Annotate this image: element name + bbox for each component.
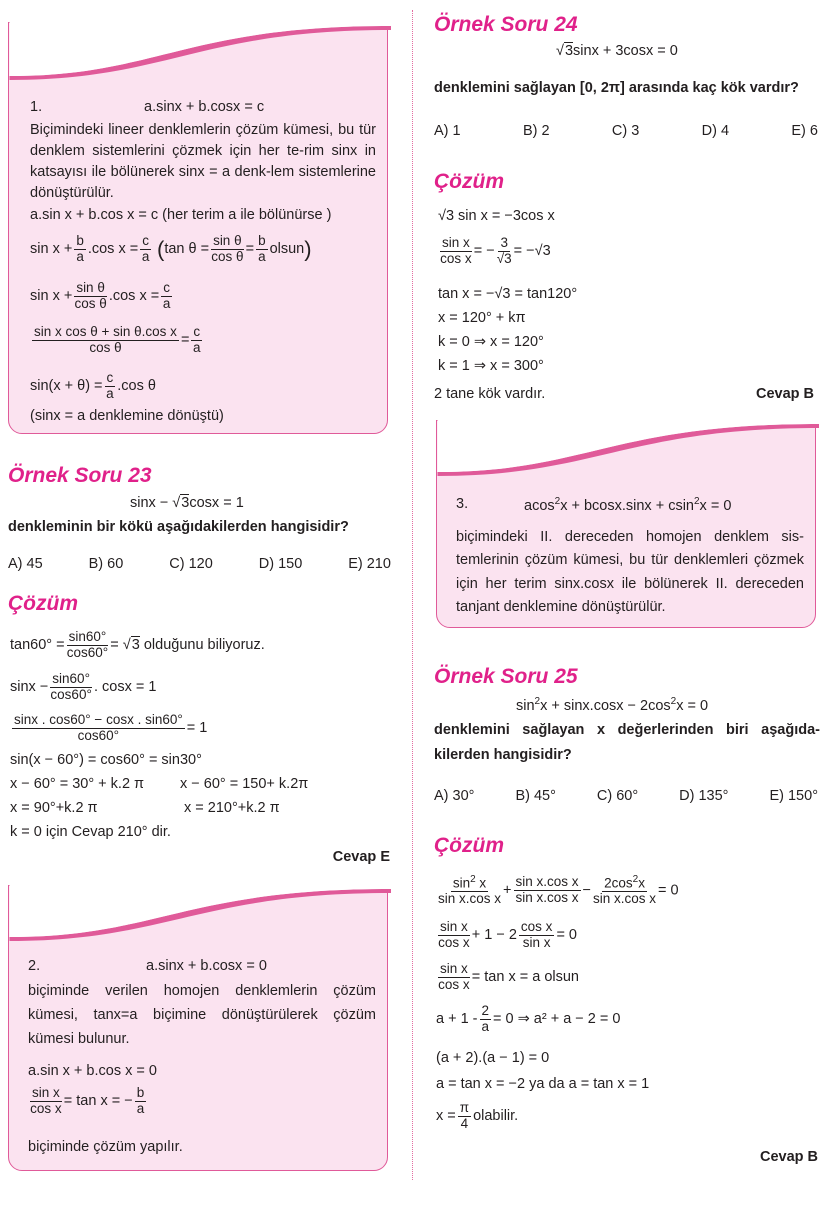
box1-number: 1. <box>30 99 43 115</box>
q25-solution-title: Çözüm <box>434 834 504 857</box>
q23-step7: k = 0 için Cevap 210° dir. <box>10 824 171 840</box>
q24-step1: √3 sin x = −3cos x <box>438 208 555 224</box>
q23-title: Örnek Soru 23 <box>8 464 152 487</box>
q23-option-a: A) 45 <box>8 556 43 572</box>
q25-title: Örnek Soru 25 <box>434 665 578 688</box>
q24-option-a: A) 1 <box>434 123 461 139</box>
q25-step1: $\frac{\sin^2 x}{\text{sin x.cos x}}$ + $\frac{\text{sin x.cos x}}{\text{sin x.cos x}}$ − $\frac{2\cos^2x}{\text{sin x.cos x}}$ = 0 <box>438 874 679 907</box>
q25-step7: x = $\frac{\pi}{4}$ olabilir. <box>436 1100 519 1131</box>
q24-step7: 2 tane kök vardır. <box>434 386 546 402</box>
q24-option-e: E) 6 <box>791 123 818 139</box>
box2-text: biçiminde verilen homojen denklemlerin çözüm kümesi, tanx=a biçimine dönüştürülerek çözüm kümesi bulunur. <box>28 983 376 1047</box>
q23-equation: sinx − √3cosx = 1 <box>130 495 244 511</box>
q24-step6: k = 1 ⇒ x = 300° <box>438 358 544 374</box>
q25-option-d: D) 135° <box>679 788 729 804</box>
q25-equation: $\sin^2x + \sin x.\cos x - 2\cos^2x = 0$ <box>516 696 709 714</box>
box1-line6: (sinx = a denklemine dönüştü) <box>30 408 224 424</box>
q24-question: denklemini sağlayan [0, 2π] arasında kaç kök vardır? <box>434 80 799 96</box>
q24-step3: tan x = −√3 = tan120° <box>438 286 578 302</box>
q24-step2: $\frac{\text{sin x}}{\text{cos x}}$ = − $\frac{3}{√3}$ = −√3 <box>440 235 551 266</box>
box3-text: biçimindeki II. dereceden homojen denklem sis-temlerinin çözüm kümesi, bu tür denklemleri çözmek için her terim sinx.cosx ile bölünerek II. dereceden tanjant denklemine dönüştürülür. <box>456 529 804 616</box>
q24-equation: √3sinx + 3cosx = 0 <box>556 43 678 59</box>
q24-option-b: B) 2 <box>522 123 550 139</box>
q25-option-b: B) 45° <box>515 788 556 804</box>
q25-option-c: C) 60° <box>596 788 639 804</box>
box1-line1: a.sin x + b.cos x = c (her terim a ile bölünürse ) <box>30 207 332 223</box>
box2-number: 2. <box>28 958 41 974</box>
q25-step3: $\frac{\text{sin x}}{\text{cos x}}$ = tan x = a olsun <box>438 961 579 992</box>
box2-line1: a.sin x + b.cos x = 0 <box>28 1063 157 1079</box>
box1-equation: a.sinx + b.cosx = c <box>144 99 265 115</box>
q23-solution-title: Çözüm <box>8 592 78 615</box>
box3-number: 3. <box>456 496 469 512</box>
q25-answer: Cevap B <box>759 1149 818 1165</box>
q25-options <box>434 788 818 804</box>
box2-line3: biçiminde çözüm yapılır. <box>28 1139 183 1155</box>
q23-option-e: E) 210 <box>348 556 391 572</box>
q25-option-a: A) 30° <box>434 788 475 804</box>
box1-line3: sin x + $\frac{\text{sin θ}}{\text{cos θ}}$ .cos x = $\frac{c}{a}$ <box>30 280 171 311</box>
box1-line4: $\frac{\text{sin x cos θ + sin θ.cos x}}{\text{cos θ}}$ = $\frac{c}{a}$ <box>34 324 201 355</box>
q25-step5: (a + 2).(a − 1) = 0 <box>436 1050 550 1066</box>
box1-text: Biçimindeki lineer denklemlerin çözüm kümesi, bu tür denklem sistemlerini çözmek için her te-rim sinx in katsayısı ile bölünerek sinx = a denk-lem sistemlerine dönüştürülür. <box>30 122 376 202</box>
q23-step5a: x − 60° = 30° + k.2 π <box>10 776 145 792</box>
q23-question: denkleminin bir kökü aşağıdakilerden hangisidir? <box>8 519 349 535</box>
q24-option-d: D) 4 <box>701 123 730 139</box>
q23-step4: sin(x − 60°) = cos60° = sin30° <box>10 752 202 768</box>
q25-question: denklemini sağlayan x değerlerinden biri aşağıda-kilerden hangisidir? <box>434 722 820 763</box>
column-divider <box>412 10 413 1180</box>
box1-line5: sin(x + θ) = $\frac{c}{a}$ .cos θ <box>30 370 156 401</box>
q25-step4: a + 1 - $\frac{2}{a}$ = 0 ⇒ a² + a − 2 = 0 <box>436 1003 621 1034</box>
q24-options <box>434 123 818 139</box>
q24-step4: x = 120° + kπ <box>438 310 526 326</box>
box2-equation: a.sinx + b.cosx = 0 <box>146 958 267 974</box>
q24-option-c: C) 3 <box>611 123 640 139</box>
q25-step6: a = tan x = −2 ya da a = tan x = 1 <box>436 1076 650 1092</box>
q23-step3: $\frac{\sin x . \cos 60^\circ - \cos x . \sin 60^\circ}{\cos 60^\circ}$ = 1 <box>14 712 208 743</box>
q25-option-e: E) 150° <box>769 788 818 804</box>
q23-answer: Cevap E <box>332 849 390 865</box>
q23-option-b: B) 60 <box>88 556 124 572</box>
q24-step5: k = 0 ⇒ x = 120° <box>438 334 544 350</box>
q24-solution-title: Çözüm <box>434 170 504 193</box>
q23-step2: sinx − $\frac{\sin 60^\circ}{\cos 60^\circ}$ . cosx = 1 <box>10 671 157 702</box>
box1-line2: sin x + $\frac{b}{a}$ .cos x = $\frac{c}{a}$ (tan θ = $\frac{\text{sin θ}}{\text{cos θ}}$ = $\frac{b}{a}$ olsun) <box>30 233 312 264</box>
q23-step6b: x = 210°+k.2 π <box>184 800 280 816</box>
q23-step6a: x = 90°+k.2 π <box>10 800 98 816</box>
q24-title: Örnek Soru 24 <box>434 13 578 36</box>
q23-step1: tan60° = $\frac{\sin 60^\circ}{\cos 60^\circ}$ = √3 olduğunu biliyoruz. <box>10 629 265 660</box>
box-wave-header <box>8 885 391 940</box>
box3-equation: acos$^2$x + bcosx.sinx + csin$^2$x = 0 <box>524 496 732 514</box>
q23-options <box>8 556 391 572</box>
box2-line2: $\frac{\text{sin x}}{\text{cos x}}$ = tan x = − $\frac{b}{a}$ <box>30 1085 145 1116</box>
box-wave-header <box>8 22 391 82</box>
q25-step2: $\frac{\text{sin x}}{\text{cos x}}$ + 1 − 2 $\frac{\text{cos x}}{\text{sin x}}$ = 0 <box>438 919 577 950</box>
q23-step5b: x − 60° = 150+ k.2π <box>180 776 309 792</box>
q24-answer: Cevap B <box>755 386 814 402</box>
q23-option-c: C) 120 <box>169 556 213 572</box>
q23-option-d: D) 150 <box>258 556 303 572</box>
box-wave-header <box>436 420 819 480</box>
